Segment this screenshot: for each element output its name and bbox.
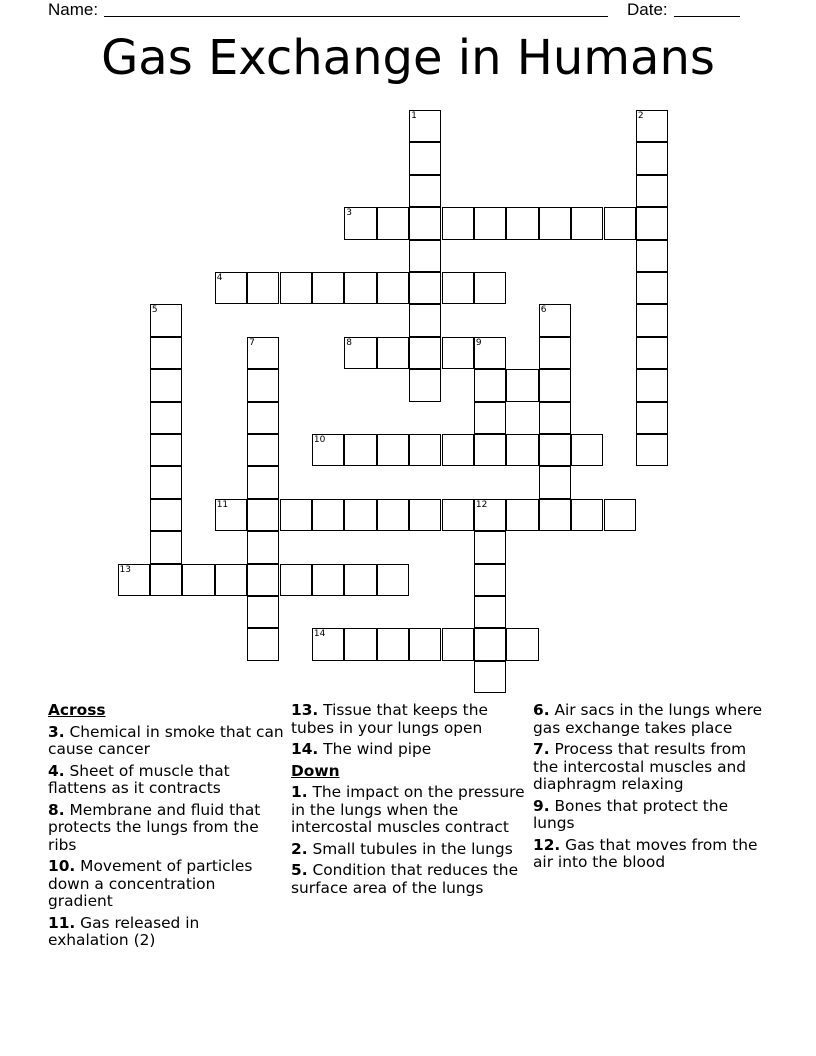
grid-cell[interactable] [344,628,376,660]
grid-cell[interactable] [571,434,603,466]
grid-cell[interactable] [539,207,571,239]
clues-column-2 [291,702,527,901]
grid-cell[interactable] [474,628,506,660]
grid-cell[interactable] [442,337,474,369]
grid-cell[interactable] [409,110,441,142]
grid-cell[interactable] [247,628,279,660]
grid-cell[interactable] [506,628,538,660]
across-clue-13: 13. Tissue that keeps the tubes in your lungs open [291,701,488,737]
grid-cell[interactable] [409,175,441,207]
clue-number: 2 [637,111,644,121]
grid-cell[interactable] [409,369,441,401]
down-clue-6: 6. Air sacs in the lungs where gas exchange takes place [533,701,763,737]
grid-cell[interactable] [474,272,506,304]
grid-cell[interactable] [247,402,279,434]
grid-cell[interactable] [474,207,506,239]
clue-number: 9 [475,337,482,348]
down-clue-1: 1. The impact on the pressure in the lungs when the intercostal muscles contract [291,783,525,836]
grid-cell[interactable] [118,564,150,596]
grid-cell[interactable] [506,499,538,531]
grid-cell[interactable] [636,304,668,336]
grid-cell[interactable] [344,337,376,369]
clues-column-1 [48,702,284,954]
across-heading: Across [48,701,106,719]
clue-number: 4 [216,273,223,283]
down-clue-5: 5. Condition that reduces the surface area of the lungs [291,861,519,897]
grid-cell[interactable] [442,628,474,660]
grid-cell[interactable] [247,272,279,304]
grid-cell[interactable] [604,499,636,531]
grid-cell[interactable] [377,207,409,239]
clue-number: 7 [249,337,255,348]
grid-cell[interactable] [377,337,409,369]
grid-cell[interactable] [247,434,279,466]
grid-cell[interactable] [409,272,441,304]
grid-cell[interactable] [409,628,441,660]
grid-cell[interactable] [474,402,506,434]
across-clue-14: 14. The wind pipe [291,740,432,758]
grid-cell[interactable] [344,434,376,466]
grid-cell[interactable] [280,564,312,596]
grid-cell[interactable] [377,564,409,596]
grid-cell[interactable] [377,272,409,304]
grid-cell[interactable] [539,337,571,369]
grid-cell[interactable] [636,207,668,239]
clue-number: 1 [411,111,417,121]
across-clue-10: 10. Movement of particles down a concentration gradient [48,857,253,910]
grid-cell[interactable] [636,175,668,207]
clue-number: 14 [313,629,326,640]
grid-cell[interactable] [409,434,441,466]
grid-cell[interactable] [474,564,506,596]
grid-cell[interactable] [474,337,506,369]
grid-cell[interactable] [539,434,571,466]
across-clue-8: 8. Membrane and fluid that protects the lungs from the ribs [48,800,261,854]
grid-cell[interactable] [215,272,247,304]
grid-cell[interactable] [344,207,376,239]
grid-cell[interactable] [506,434,538,466]
grid-cell[interactable] [377,499,409,531]
grid-cell[interactable] [377,434,409,466]
grid-cell[interactable] [442,499,474,531]
grid-cell[interactable] [539,499,571,531]
clue-number: 13 [119,564,131,575]
grid-cell[interactable] [474,531,506,563]
grid-cell[interactable] [636,402,668,434]
across-clue-11: 11. Gas released in exhalation (2) [48,913,200,949]
grid-cell[interactable] [571,499,603,531]
across-clue-4: 4. Sheet of muscle that flattens as it contracts [48,761,230,797]
grid-cell[interactable] [150,564,182,596]
grid-cell[interactable] [409,207,441,239]
grid-cell[interactable] [150,499,182,531]
grid-cell[interactable] [150,466,182,498]
grid-cell[interactable] [247,337,279,369]
grid-cell[interactable] [474,596,506,628]
clue-number: 12 [475,499,488,510]
grid-cell[interactable] [474,499,506,531]
grid-cell[interactable] [215,499,247,531]
grid-cell[interactable] [344,499,376,531]
grid-cell[interactable] [636,337,668,369]
grid-cell[interactable] [409,304,441,336]
grid-cell[interactable] [571,207,603,239]
grid-cell[interactable] [474,369,506,401]
grid-cell[interactable] [247,466,279,498]
across-clue-3: 3. Chemical in smoke that can cause cancer [48,722,284,758]
grid-cell[interactable] [409,337,441,369]
grid-cell[interactable] [442,207,474,239]
grid-cell[interactable] [344,564,376,596]
grid-cell[interactable] [312,272,344,304]
grid-cell[interactable] [377,628,409,660]
grid-cell[interactable] [539,369,571,401]
clues-column-3 [533,702,769,876]
grid-cell[interactable] [442,272,474,304]
grid-cell[interactable] [312,434,344,466]
grid-cell[interactable] [474,434,506,466]
clue-number: 5 [151,305,158,316]
grid-cell[interactable] [215,564,247,596]
grid-cell[interactable] [539,466,571,498]
grid-cell[interactable] [636,369,668,401]
grid-cell[interactable] [247,369,279,401]
grid-cell[interactable] [247,564,279,596]
grid-cell[interactable] [150,402,182,434]
grid-cell[interactable] [247,531,279,563]
grid-cell[interactable] [442,434,474,466]
grid-cell[interactable] [150,531,182,563]
grid-cell[interactable] [344,272,376,304]
name-label: Name: [48,0,99,19]
clue-number: 3 [346,208,353,219]
grid-cell[interactable] [150,304,182,336]
grid-cell[interactable] [312,564,344,596]
date-label: Date: [627,0,668,19]
grid-cell[interactable] [636,240,668,272]
grid-cell[interactable] [539,304,571,336]
grid-cell[interactable] [409,142,441,174]
grid-cell[interactable] [280,499,312,531]
down-clue-9: 9. Bones that protect the lungs [533,796,729,832]
grid-cell[interactable] [539,402,571,434]
clue-number: 10 [313,435,326,445]
grid-cell[interactable] [636,272,668,304]
page-title: Gas Exchange in Humans [101,30,715,86]
grid-cell[interactable] [506,207,538,239]
grid-cell[interactable] [474,661,506,693]
grid-cell[interactable] [280,272,312,304]
grid-cell[interactable] [409,499,441,531]
grid-cell[interactable] [636,142,668,174]
clue-number: 8 [346,337,353,348]
grid-cell[interactable] [312,499,344,531]
grid-cell[interactable] [247,596,279,628]
grid-cell[interactable] [409,240,441,272]
grid-cell[interactable] [604,207,636,239]
clue-number: 11 [216,499,229,510]
clue-number: 6 [540,305,547,316]
grid-cell[interactable] [636,110,668,142]
grid-cell[interactable] [506,369,538,401]
down-clue-7: 7. Process that results from the intercostal muscles and diaphragm relaxing [533,740,747,793]
grid-cell[interactable] [182,564,214,596]
grid-cell[interactable] [150,369,182,401]
down-heading: Down [291,761,340,780]
grid-cell[interactable] [247,499,279,531]
grid-cell[interactable] [636,434,668,466]
grid-cell[interactable] [312,628,344,660]
down-clue-2: 2. Small tubules in the lungs [291,839,513,858]
grid-cell[interactable] [150,434,182,466]
grid-cell[interactable] [150,337,182,369]
down-clue-12: 12. Gas that moves from the air into the blood [533,835,758,871]
